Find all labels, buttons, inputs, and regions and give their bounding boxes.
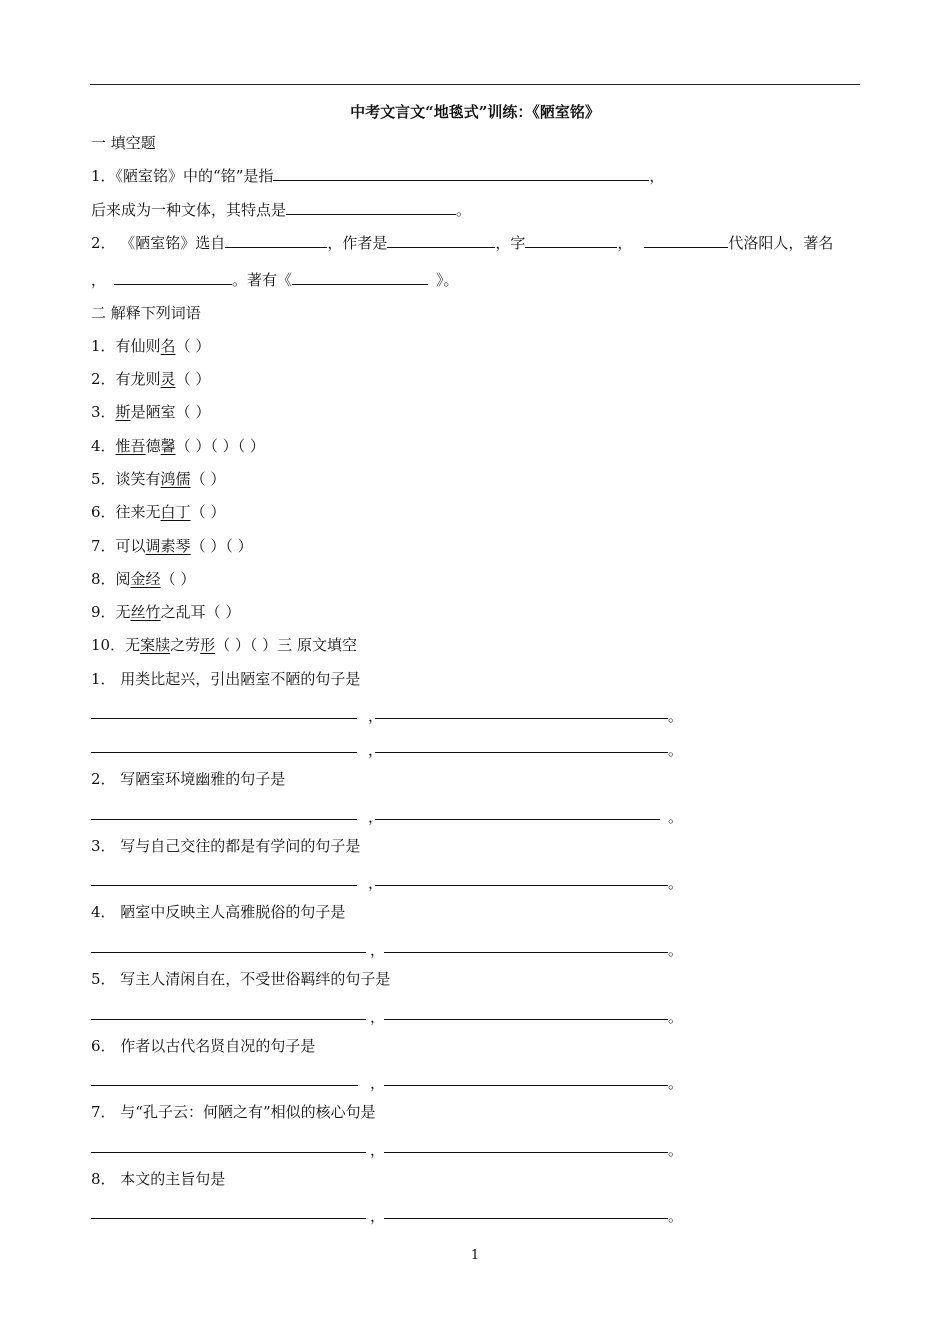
fill-question-6: 6． 作者以古代名贤自况的句子是 [91, 1037, 316, 1055]
page-number: 1 [470, 1248, 480, 1263]
vocab-target-word: 金经 [130, 570, 161, 588]
vocab-target-word: 名 [160, 337, 176, 355]
answer-line[interactable] [91, 1019, 366, 1020]
answer-line[interactable] [91, 1152, 366, 1153]
answer-parentheses[interactable]: （ ） [160, 570, 196, 588]
period: 。 [668, 1074, 684, 1092]
answer-parentheses[interactable]: （ ） [190, 470, 226, 488]
fill-question-4: 4． 陋室中反映主人高雅脱俗的句子是 [91, 903, 346, 921]
q1-comma: ， [649, 167, 665, 185]
q2-text-2: ，作者是 [327, 234, 388, 252]
q2-text-7: 。著有《 [232, 271, 293, 289]
q2-text-1: 2． 《陋室铭》选自 [91, 234, 226, 252]
fill-question-1: 1． 用类比起兴，引出陋室不陋的句子是 [91, 670, 361, 688]
answer-line[interactable] [91, 885, 357, 886]
vocab-item-5: 5．谈笑有鸿儒（ ） [91, 470, 226, 488]
q1-text-b: 后来成为一种文体，其特点是 [91, 201, 287, 219]
header-rule [90, 84, 860, 85]
vocab-item-4: 4．惟吾德馨（ ）（ ）（ ） [91, 437, 265, 455]
vocab-target-word: 丝竹 [130, 603, 161, 621]
q2-blank-zi[interactable] [525, 233, 617, 248]
q1-text-a: 1．《陋室铭》中的“铭”是指 [91, 167, 274, 185]
period: 。 [668, 1207, 684, 1225]
q1-blank-a[interactable] [273, 166, 649, 181]
period: 。 [668, 707, 684, 725]
fill-question-7: 7． 与“孔子云：何陋之有”相似的核心句是 [91, 1103, 376, 1121]
fill-question-2: 2． 写陋室环境幽雅的句子是 [91, 770, 286, 788]
answer-line[interactable] [384, 1218, 668, 1219]
answer-parentheses[interactable]: （ ） [175, 403, 211, 421]
period: 。 [668, 741, 684, 759]
page-title: 中考文言文“地毯式”训练：《陋室铭》 [350, 103, 600, 121]
q2-blank-famous[interactable] [114, 270, 232, 285]
comma: ， [370, 1008, 386, 1026]
q1-blank-b[interactable] [286, 200, 456, 215]
question-2-line-2 [91, 270, 459, 290]
answer-line[interactable] [91, 752, 357, 753]
answer-parentheses[interactable]: （ ） [205, 603, 241, 621]
vocab-target-word: 斯 [115, 403, 131, 421]
vocab-item-8: 8．阅金经（ ） [91, 570, 196, 588]
q2-blank-source[interactable] [225, 233, 327, 248]
answer-line[interactable] [384, 1152, 668, 1153]
comma: ， [368, 741, 384, 759]
vocab-item-6: 6．往来无白丁（ ） [91, 503, 226, 521]
question-1-line-2 [91, 200, 471, 220]
answer-line[interactable] [375, 885, 668, 886]
period: 。 [668, 1141, 684, 1159]
answer-line[interactable] [91, 952, 366, 953]
q2-text-5: 代洛阳人，著名 [728, 234, 834, 252]
period: 。 [668, 874, 684, 892]
answer-parentheses[interactable]: （ ）（ ） [190, 537, 253, 555]
vocab-target-word: 白丁 [160, 503, 191, 521]
q2-text-8: 》。 [436, 271, 459, 289]
vocab-item-7: 7．可以调素琴（ ）（ ） [91, 537, 253, 555]
answer-parentheses[interactable]: （ ） [190, 503, 226, 521]
answer-parentheses[interactable]: （ ）（ ）（ ） [175, 437, 265, 455]
comma: ， [370, 1207, 386, 1225]
answer-line[interactable] [91, 1085, 358, 1086]
period: 。 [668, 808, 684, 826]
section2-heading: 二 解释下列词语 [91, 304, 201, 322]
question-2-line-1 [91, 233, 833, 253]
vocab-target-word: 惟吾 [115, 437, 146, 455]
comma: ， [368, 808, 384, 826]
answer-parentheses[interactable]: （ ）（ ）三 原文填空 [215, 636, 357, 654]
answer-line[interactable] [384, 1085, 668, 1086]
answer-line[interactable] [375, 819, 660, 820]
answer-line[interactable] [91, 718, 357, 719]
q2-text-4: ， [617, 234, 633, 252]
answer-parentheses[interactable]: （ ） [175, 370, 211, 388]
vocab-item-3: 3．斯是陋室（ ） [91, 403, 211, 421]
comma: ， [368, 874, 384, 892]
vocab-target-word: 鸿儒 [160, 470, 191, 488]
q1-period: 。 [456, 201, 472, 219]
vocab-item-2: 2．有龙则灵（ ） [91, 370, 211, 388]
answer-parentheses[interactable]: （ ） [175, 337, 211, 355]
answer-line[interactable] [91, 819, 357, 820]
fill-question-3: 3． 写与自己交往的都是有学问的句子是 [91, 837, 361, 855]
period: 。 [668, 941, 684, 959]
fill-question-8: 8． 本文的主旨句是 [91, 1170, 226, 1188]
vocab-target-word: 形 [200, 636, 216, 654]
vocab-item-10: 10．无案牍之劳形（ ）（ ）三 原文填空 [91, 636, 357, 654]
question-1-line-1 [91, 166, 664, 186]
answer-line[interactable] [384, 952, 668, 953]
comma: ， [368, 707, 384, 725]
comma: ， [370, 1141, 386, 1159]
vocab-target-word: 调素琴 [145, 537, 191, 555]
section1-heading: 一 填空题 [91, 134, 156, 152]
answer-line[interactable] [91, 1218, 366, 1219]
vocab-target-word: 灵 [160, 370, 176, 388]
q2-text-3: ，字 [495, 234, 526, 252]
vocab-item-9: 9．无丝竹之乱耳（ ） [91, 603, 241, 621]
fill-question-5: 5． 写主人清闲自在，不受世俗羁绊的句子是 [91, 970, 391, 988]
vocab-item-1: 1．有仙则名（ ） [91, 337, 211, 355]
vocab-target-word: 案牍 [140, 636, 171, 654]
answer-line[interactable] [375, 752, 668, 753]
comma: ， [370, 941, 386, 959]
q2-text-6: ， [91, 271, 107, 289]
comma: ， [370, 1074, 386, 1092]
q2-blank-author[interactable] [387, 233, 495, 248]
answer-line[interactable] [375, 718, 668, 719]
vocab-target-word: 馨 [160, 437, 176, 455]
answer-line[interactable] [384, 1019, 668, 1020]
period: 。 [668, 1008, 684, 1026]
q2-blank-dynasty[interactable] [644, 233, 728, 248]
q2-blank-works[interactable] [292, 270, 428, 285]
